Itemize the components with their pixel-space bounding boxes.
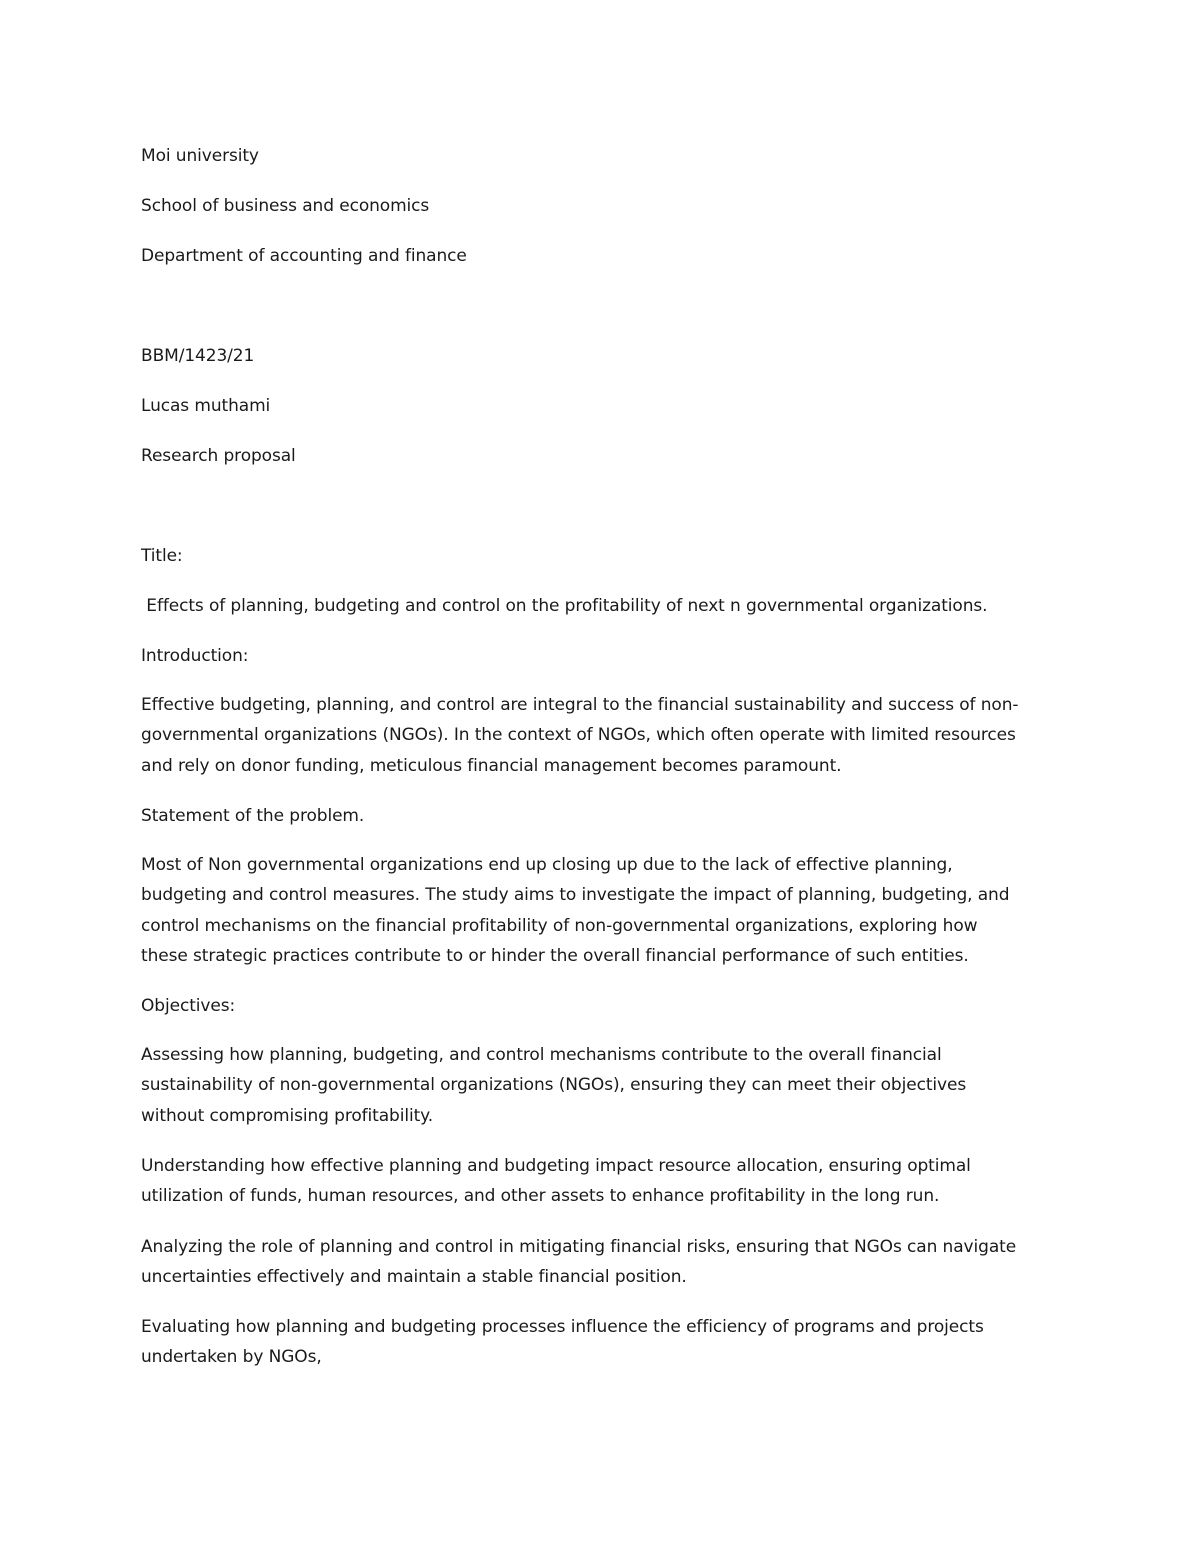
paragraph-line: without compromising profitability. bbox=[141, 1105, 434, 1126]
paragraph-line: control mechanisms on the financial profitability of non-governmental organizations, exploring how bbox=[141, 915, 978, 936]
paragraph-line: undertaken by NGOs, bbox=[141, 1347, 322, 1368]
registration-number: BBM/1423/21 bbox=[141, 346, 255, 366]
problem-paragraph bbox=[141, 850, 1061, 971]
paragraph-line: utilization of funds, human resources, and other assets to enhance profitability in the long run. bbox=[141, 1186, 940, 1207]
paragraph-line: budgeting and control measures. The study aims to investigate the impact of planning, budgeting, and bbox=[141, 885, 1010, 906]
title-label: Title: bbox=[141, 546, 183, 566]
document-type: Research proposal bbox=[141, 446, 296, 466]
paragraph-line: uncertainties effectively and maintain a stable financial position. bbox=[141, 1267, 687, 1288]
paragraph-line: Analyzing the role of planning and control in mitigating financial risks, ensuring that NGOs can navigate bbox=[141, 1237, 1017, 1257]
proposal-title: Effects of planning, budgeting and control on the profitability of next n governmental organizations. bbox=[141, 596, 988, 616]
objective-paragraph bbox=[141, 1151, 1061, 1212]
paragraph-line: sustainability of non-governmental organizations (NGOs), ensuring they can meet their objectives bbox=[141, 1075, 967, 1096]
department-name: Department of accounting and finance bbox=[141, 246, 467, 266]
paragraph-line: governmental organizations (NGOs). In the context of NGOs, which often operate with limited resources bbox=[141, 725, 1016, 746]
school-name: School of business and economics bbox=[141, 196, 430, 216]
introduction-paragraph bbox=[141, 690, 1061, 781]
objectives-heading: Objectives: bbox=[141, 996, 236, 1016]
paragraph-line: Understanding how effective planning and budgeting impact resource allocation, ensuring optimal bbox=[141, 1156, 971, 1176]
problem-heading: Statement of the problem. bbox=[141, 806, 365, 826]
introduction-heading: Introduction: bbox=[141, 646, 249, 666]
paragraph-line: Effective budgeting, planning, and control are integral to the financial sustainability and success of non- bbox=[141, 695, 1019, 715]
paragraph-line: Assessing how planning, budgeting, and control mechanisms contribute to the overall financial bbox=[141, 1045, 942, 1065]
objective-paragraph bbox=[141, 1232, 1061, 1293]
paragraph-line: Evaluating how planning and budgeting processes influence the efficiency of programs and projects bbox=[141, 1317, 984, 1337]
objective-paragraph bbox=[141, 1312, 1061, 1373]
paragraph-line: Most of Non governmental organizations end up closing up due to the lack of effective planning, bbox=[141, 855, 953, 875]
paragraph-line: and rely on donor funding, meticulous financial management becomes paramount. bbox=[141, 755, 842, 776]
paragraph-line: these strategic practices contribute to or hinder the overall financial performance of such entities. bbox=[141, 945, 969, 966]
objective-paragraph bbox=[141, 1040, 1061, 1131]
student-name: Lucas muthami bbox=[141, 396, 271, 416]
university-name: Moi university bbox=[141, 146, 259, 166]
